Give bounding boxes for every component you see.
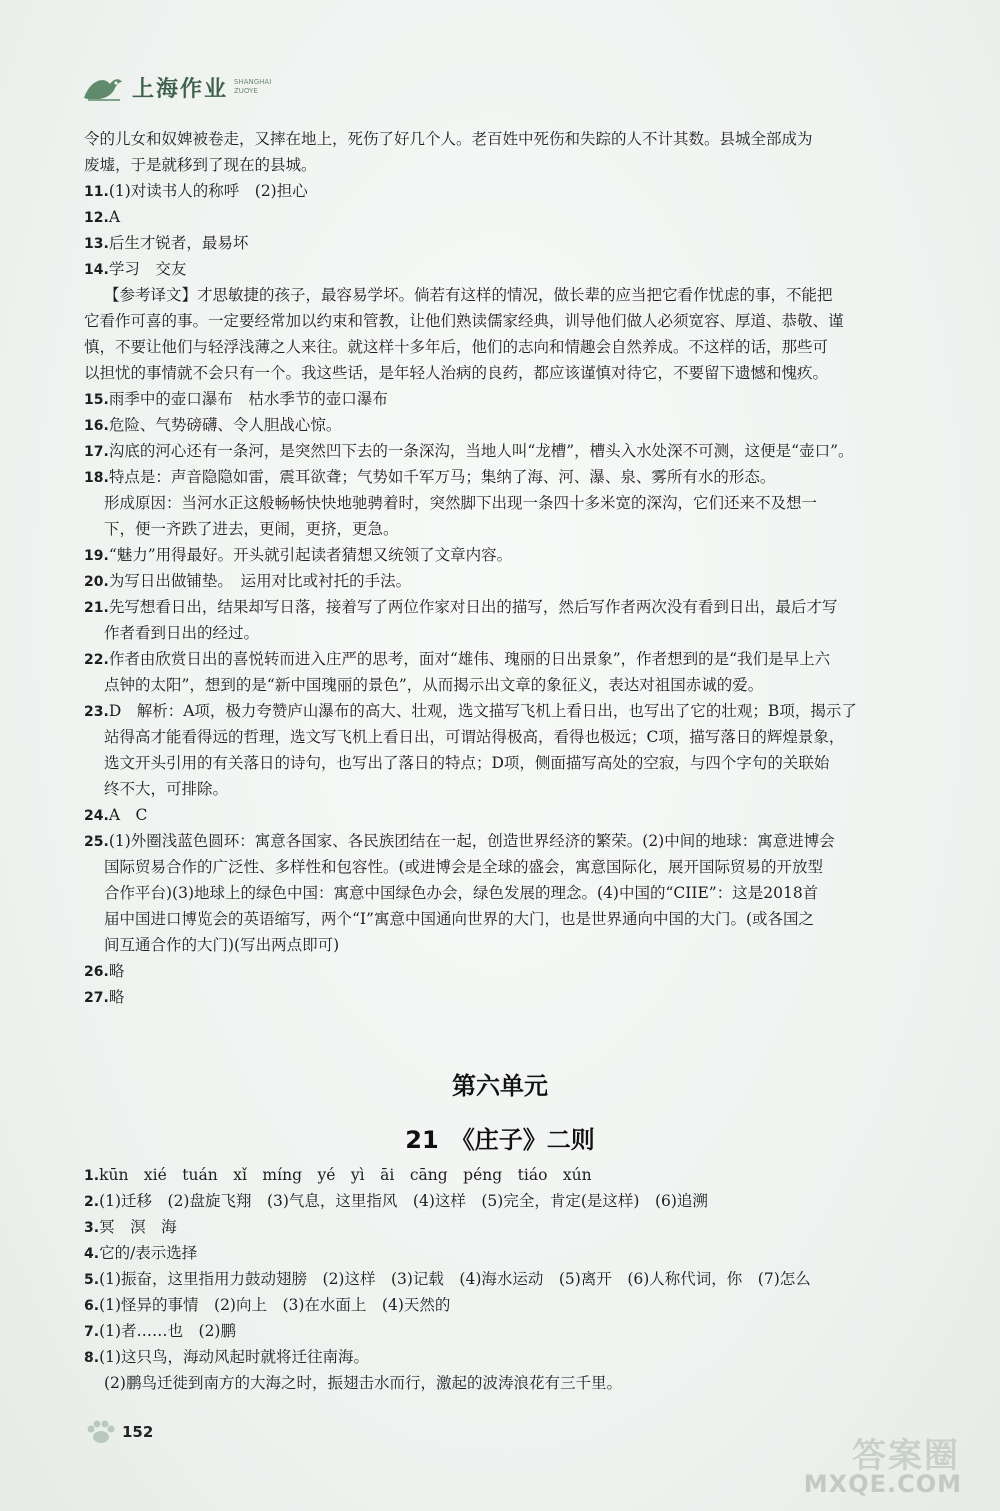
question-number: 17.: [84, 444, 109, 460]
logo-latin-line1: SHANGHAI: [234, 78, 272, 86]
answer-text: (1)这只鸟，海动风起时就将迁往南海。: [99, 1348, 370, 1366]
answer-line: [84, 230, 944, 256]
question-number: 18.: [84, 470, 109, 486]
answer-line: [84, 776, 944, 802]
answer-line: [84, 958, 944, 984]
question-number: 25.: [84, 834, 109, 850]
paw-icon: [84, 1418, 118, 1446]
question-number: 14.: [84, 262, 109, 278]
question-number: 24.: [84, 808, 109, 824]
question-number: 8.: [84, 1350, 100, 1366]
bird-logo-icon: [80, 70, 126, 104]
question-number: 21.: [84, 600, 109, 616]
answer-line: [84, 750, 944, 776]
answer-line: [84, 1188, 944, 1214]
answer-text: 冥 溟 海: [99, 1218, 177, 1236]
answer-text: 学习 交友: [108, 260, 187, 278]
question-number: 7.: [84, 1324, 100, 1340]
answer-text: 终不大，可排除。: [104, 780, 229, 798]
answers-section-1: [84, 126, 944, 1010]
answer-text: A C: [108, 806, 148, 824]
answer-line: [84, 438, 944, 464]
answer-line: [84, 360, 944, 386]
answer-line: [84, 490, 944, 516]
answer-text: 先写想看日出，结果却写日落，接着写了两位作家对日出的描写，然后写作者两次没有看到日出，最后才写: [108, 598, 838, 616]
answer-line: [84, 932, 944, 958]
page-number: 152: [122, 1423, 154, 1441]
answer-line: [84, 542, 944, 568]
question-number: 11.: [84, 184, 109, 200]
answer-line: [84, 984, 944, 1010]
logo-latin: [234, 78, 271, 96]
answer-text: 下，便一齐跌了进去，更闹，更挤，更急。: [104, 520, 399, 538]
answer-text: (1)振奋，这里指用力鼓动翅膀 (2)这样 (3)记载 (4)海水运动 (5)离开 (6)人称代词，你 (7)怎么: [99, 1270, 811, 1288]
answer-text: 届中国进口博览会的英语缩写，两个“I”寓意中国通向世界的大门，也是世界通向中国的大门。(或各国之: [104, 910, 815, 928]
answer-line: [84, 1240, 944, 1266]
answer-line: [84, 854, 944, 880]
answer-text: 形成原因：当河水正这般畅畅快快地驰骋着时，突然脚下出现一条四十多米宽的深沟，它们还来不及想一: [104, 494, 818, 512]
question-number: 19.: [84, 548, 109, 564]
watermark-text: 答案圈: [852, 1436, 960, 1476]
answer-text: 点钟的太阳”，想到的是“新中国瑰丽的景色”，从而揭示出文章的象征义，表达对祖国赤诚的爱。: [104, 676, 764, 694]
answer-line: [84, 1292, 944, 1318]
answer-line: [84, 724, 944, 750]
answer-line: [84, 698, 944, 724]
answer-line: [84, 1318, 944, 1344]
answer-line: [84, 880, 944, 906]
answer-text: 以担忧的事情就不会只有一个。我这些话，是年轻人治病的良药，都应该谨慎对待它，不要留下遗憾和愧疚。: [84, 364, 829, 382]
answer-line: [84, 906, 944, 932]
answer-text: A: [108, 208, 121, 226]
answer-line: [84, 126, 944, 152]
answer-text: 令的儿女和奴婢被卷走，又摔在地上，死伤了好几个人。老百姓中死伤和失踪的人不计其数。县城全部成为: [84, 130, 813, 148]
answer-line: [84, 1344, 944, 1370]
answer-line: [84, 672, 944, 698]
answer-text: 合作平台)(3)地球上的绿色中国：寓意中国绿色办会，绿色发展的理念。(4)中国的“CIIE”：这是2018首: [104, 884, 819, 902]
answer-text: 【参考译文】才思敏捷的孩子，最容易学坏。倘若有这样的情况，做长辈的应当把它看作忧虑的事，不能把: [104, 286, 833, 304]
answer-text: D 解析：A项，极力夸赞庐山瀑布的高大、壮观，选文描写飞机上看日出，也写出了它的壮观；B项，揭示了: [108, 702, 857, 720]
answer-text: 特点是：声音隐隐如雷，震耳欲聋；气势如千军万马；集纳了海、河、瀑、泉、雾所有水的形态。: [108, 468, 776, 486]
answer-text: 它看作可喜的事。一定要经常加以约束和管教，让他们熟读儒家经典，训导他们做人必须宽容、厚道、恭敬、谨: [84, 312, 844, 330]
answer-text: 为写日出做铺垫。 运用对比或衬托的手法。: [108, 572, 412, 590]
answer-line: [84, 464, 944, 490]
question-number: 23.: [84, 704, 109, 720]
question-number: 26.: [84, 964, 109, 980]
question-number: 27.: [84, 990, 109, 1006]
answer-text: (1)怪异的事情 (2)向上 (3)在水面上 (4)天然的: [99, 1296, 451, 1314]
answer-line: [84, 256, 944, 282]
answer-text: 危险、气势磅礴、令人胆战心惊。: [108, 416, 342, 434]
unit-title: 第六单元: [452, 1072, 548, 1100]
answer-line: [84, 412, 944, 438]
logo-title: 上海作业: [132, 76, 229, 102]
answer-line: [84, 308, 944, 334]
answer-text: 站得高才能看得远的哲理，选文写飞机上看日出，可谓站得极高，看得也极远；C项，描写落日的辉煌景象，: [104, 728, 845, 746]
question-number: 15.: [84, 392, 109, 408]
answer-line: [84, 1214, 944, 1240]
answer-text: (1)对读书人的称呼 (2)担心: [108, 182, 308, 200]
answer-text: 作者看到日出的经过。: [104, 624, 260, 642]
answer-line: [84, 1370, 944, 1396]
answer-line: [84, 828, 944, 854]
answers-section-2: [84, 1162, 944, 1396]
answer-line: [84, 516, 944, 542]
logo-latin-line2: ZUOYE: [234, 87, 258, 95]
watermark-url: MXQE.COM: [803, 1470, 962, 1498]
answer-line: [84, 620, 944, 646]
answer-line: [84, 334, 944, 360]
answer-line: [84, 1266, 944, 1292]
question-number: 20.: [84, 574, 109, 590]
answer-line: [84, 594, 944, 620]
answer-text: 略: [108, 962, 125, 980]
answer-text: (1)外圈浅蓝色圆环：寓意各国家、各民族团结在一起，创造世界经济的繁荣。(2)中间的地球：寓意进博会: [108, 832, 835, 850]
answer-line: [84, 178, 944, 204]
question-number: 4.: [84, 1246, 100, 1262]
answer-line: [84, 646, 944, 672]
answer-text: kūn xié tuán xǐ míng yé yì āi cāng péng tiáo xún: [99, 1166, 592, 1184]
answer-line: [84, 568, 944, 594]
answer-text: 后生才锐者，最易坏: [108, 234, 249, 252]
answer-text: 作者由欣赏日出的喜悦转而进入庄严的思考，面对“雄伟、瑰丽的日出景象”，作者想到的是“我们是早上六: [108, 650, 831, 668]
answer-line: [84, 386, 944, 412]
answer-line: [84, 802, 944, 828]
lesson-title: 21 《庄子》二则: [405, 1126, 595, 1154]
answer-text: (1)迁移 (2)盘旋飞翔 (3)气息，这里指风 (4)这样 (5)完全，肯定(是这样) (6)追溯: [99, 1192, 708, 1210]
answer-text: 间互通合作的大门)(写出两点即可): [104, 936, 340, 954]
answer-text: 略: [108, 988, 125, 1006]
answer-line: [84, 204, 944, 230]
question-number: 13.: [84, 236, 109, 252]
answer-text: (2)鹏鸟迁徙到南方的大海之时，振翅击水而行，激起的波涛浪花有三千里。: [104, 1374, 622, 1392]
question-number: 6.: [84, 1298, 100, 1314]
answer-text: (1)者……也 (2)鹏: [99, 1322, 236, 1340]
answer-text: 雨季中的壶口瀑布 枯水季节的壶口瀑布: [108, 390, 388, 408]
publisher-logo: [80, 70, 271, 104]
question-number: 5.: [84, 1272, 100, 1288]
question-number: 3.: [84, 1220, 100, 1236]
answer-line: [84, 152, 944, 178]
question-number: 1.: [84, 1168, 100, 1184]
answer-text: “魅力”用得最好。开头就引起读者猜想又统领了文章内容。: [108, 546, 513, 564]
answer-text: 国际贸易合作的广泛性、多样性和包容性。(或进博会是全球的盛会，寓意国际化，展开国际贸易的开放型: [104, 858, 824, 876]
answer-text: 慎，不要让他们与轻浮浅薄之人来往。就这样十多年后，他们的志向和情趣会自然养成。不这样的话，那些可: [84, 338, 829, 356]
question-number: 2.: [84, 1194, 100, 1210]
answer-line: [84, 1162, 944, 1188]
answer-text: 它的/表示选择: [99, 1244, 198, 1262]
answer-text: 沟底的河心还有一条河，是突然凹下去的一条深沟，当地人叫“龙槽”，槽头入水处深不可测，这便是“壶口”。: [108, 442, 854, 460]
answer-line: [84, 282, 944, 308]
question-number: 22.: [84, 652, 109, 668]
page-footer: [84, 1418, 153, 1446]
question-number: 16.: [84, 418, 109, 434]
question-number: 12.: [84, 210, 109, 226]
answer-text: 废墟，于是就移到了现在的县城。: [84, 156, 317, 174]
answer-text: 选文开头引用的有关落日的诗句，也写出了落日的特点；D项，侧面描写高处的空寂，与四个字句的关联始: [104, 754, 830, 772]
